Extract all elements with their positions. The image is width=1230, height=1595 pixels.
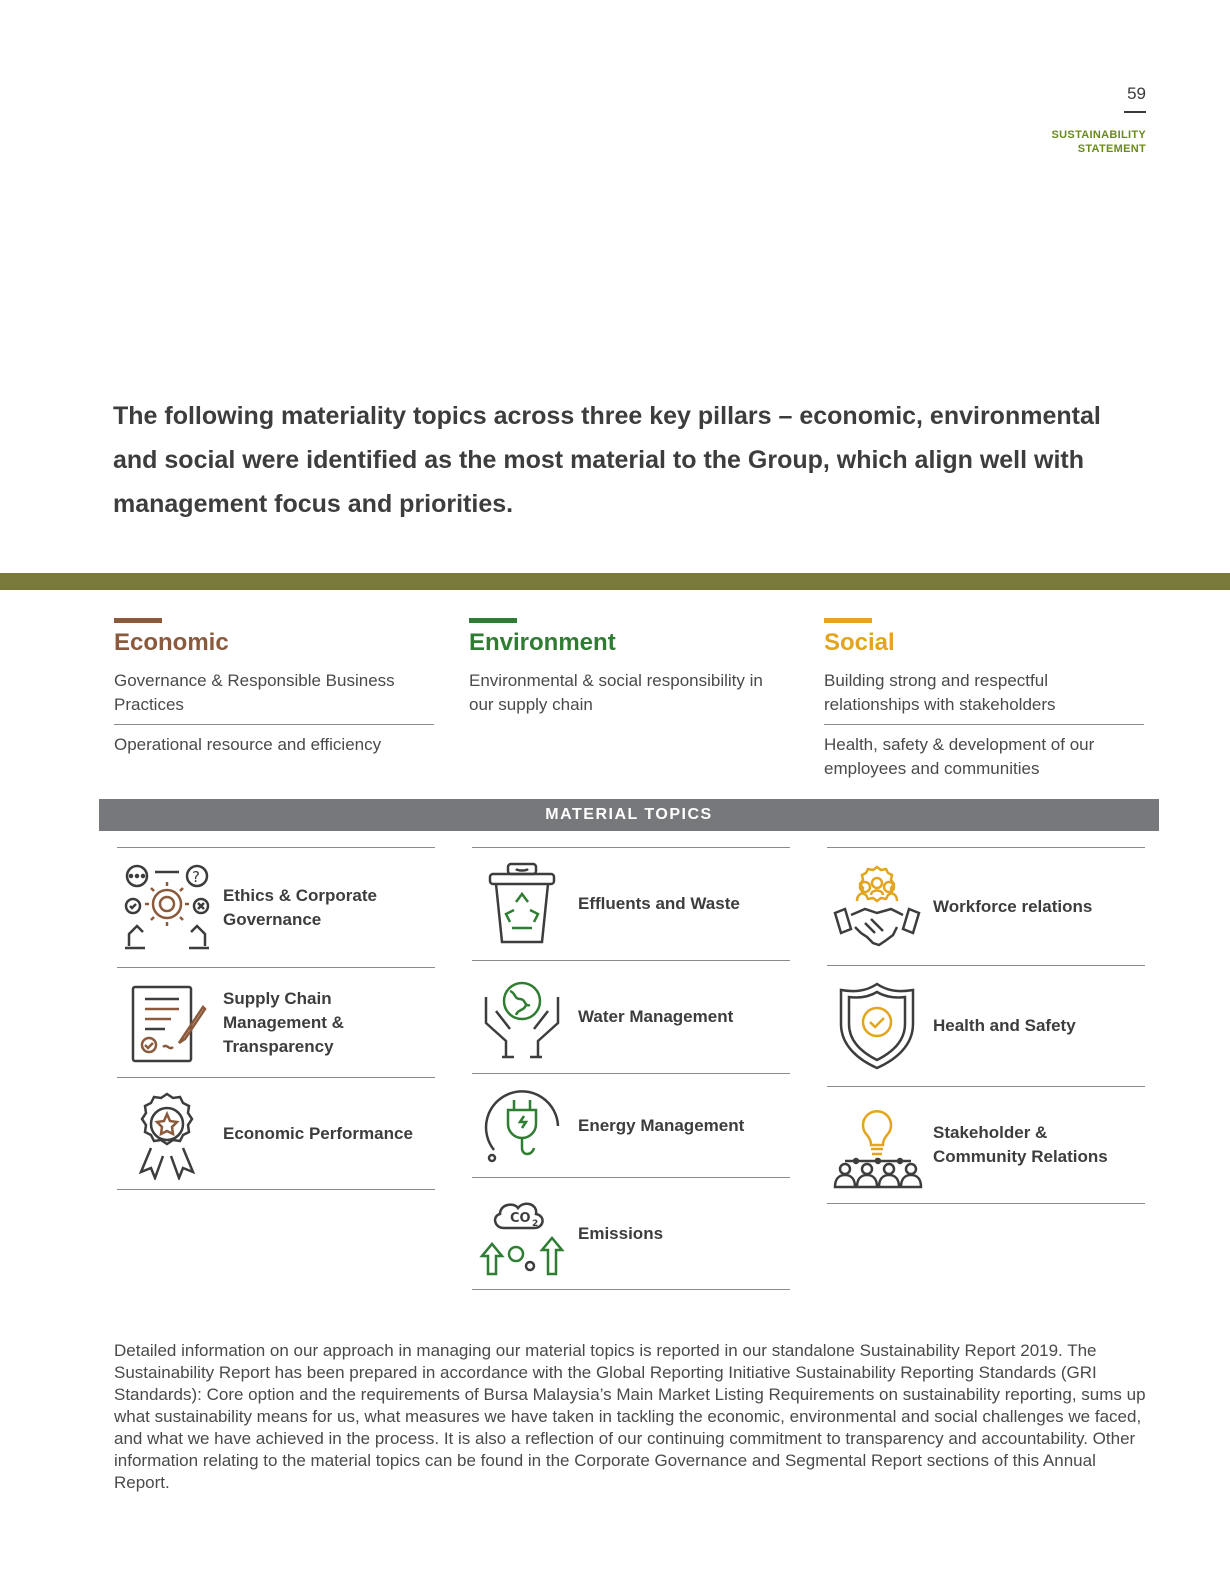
- svg-text:?: ?: [192, 867, 200, 886]
- svg-text:2: 2: [532, 1218, 539, 1229]
- topic-label: Stakeholder & Community Relations: [933, 1123, 1108, 1166]
- pillar-title: Economic: [114, 629, 229, 656]
- pillar-social: [824, 618, 1144, 781]
- section-label-line1: SUSTAINABILITY: [1051, 129, 1146, 141]
- topic-item: [827, 1086, 1145, 1204]
- governance-gear-icon: [117, 858, 217, 958]
- award-medal-icon: [117, 1084, 217, 1184]
- topic-label: Effluents and Waste: [578, 894, 740, 913]
- pillar-title: Environment: [469, 629, 616, 656]
- topic-item: [472, 847, 790, 960]
- topic-label: Supply Chain Management & Transparency: [223, 988, 344, 1056]
- divider-band: [0, 573, 1230, 590]
- pillar-accent-bar: [824, 618, 872, 623]
- co2-emissions-icon: [472, 1184, 572, 1284]
- recycle-bin-icon: [472, 854, 572, 954]
- topic-item: [827, 847, 1145, 965]
- topic-label: Emissions: [578, 1223, 664, 1243]
- safety-shield-icon: [827, 976, 927, 1076]
- pillar-accent-bar: [114, 618, 162, 623]
- topic-item: [472, 1073, 790, 1177]
- topics-social: [827, 847, 1145, 1204]
- topic-label: Economic Performance: [223, 1123, 413, 1143]
- footer-paragraph: Detailed information on our approach in managing our material topics is reported in our standalone Sustainability Report 2019. The Sustainability Report has been prepared in accordance with the Global Reporting Initiative Sustainability Reporting Standards (GRI Standards): Core option and the requirements of Bursa Malaysia’s Main Market Listing Requirements on sustainability reporting, sums up what sustainability means for us, what measures we have taken in tackling the economic, environmental and social challenges we faced, and what we have achieved in the process. It is also a reflection of our continuing commitment to transparency and accountability. Other information relating to the material topics can be found in the Corporate Governance and Segmental Report sections of this Annual Report.: [114, 1341, 1146, 1492]
- topic-label: Health and Safety: [933, 1016, 1076, 1035]
- pillar-item: Health, safety & development of our employees and communities: [824, 735, 1095, 778]
- topic-item: [117, 1077, 435, 1190]
- pillar-economic: [114, 618, 434, 757]
- pillar-item: Operational resource and efficiency: [114, 735, 382, 754]
- energy-plug-icon: [472, 1076, 572, 1176]
- svg-text:CO: CO: [510, 1210, 531, 1226]
- hands-globe-icon: [472, 967, 572, 1067]
- topic-label: Water Management: [578, 1007, 734, 1026]
- pillar-environment: [469, 618, 789, 717]
- page-number: 59: [1127, 84, 1146, 103]
- pillar-item: Governance & Responsible Business Practices: [114, 669, 434, 725]
- pillar-title: Social: [824, 629, 895, 656]
- intro-statement: The following materiality topics across three key pillars – economic, environmental and social were identified as the most material to the Group, which align well with management focus and priorities.: [113, 402, 1101, 518]
- topics-economic: [117, 847, 435, 1190]
- topic-item: [117, 847, 435, 967]
- topic-label: Ethics & Corporate Governance: [223, 885, 377, 929]
- topic-item: [472, 1177, 790, 1290]
- topics-environment: [472, 847, 790, 1290]
- topic-label: Workforce relations: [933, 896, 1093, 916]
- section-label-line2: STATEMENT: [1077, 143, 1146, 155]
- pillar-item: Environmental & social responsibility in our supply chain: [469, 671, 763, 714]
- topic-item: [117, 967, 435, 1077]
- topic-item: [472, 960, 790, 1073]
- material-topics-heading: MATERIAL TOPICS: [99, 799, 1159, 831]
- handshake-people-icon: [827, 857, 927, 957]
- community-idea-icon: [827, 1095, 927, 1195]
- topic-item: [827, 965, 1145, 1086]
- pillar-item: Building strong and respectful relationships with stakeholders: [824, 669, 1144, 725]
- section-label: [946, 128, 1146, 156]
- topic-label: Energy Management: [578, 1115, 745, 1135]
- pillar-accent-bar: [469, 618, 517, 623]
- page-number-rule: [1124, 111, 1146, 113]
- contract-signing-icon: [117, 973, 217, 1073]
